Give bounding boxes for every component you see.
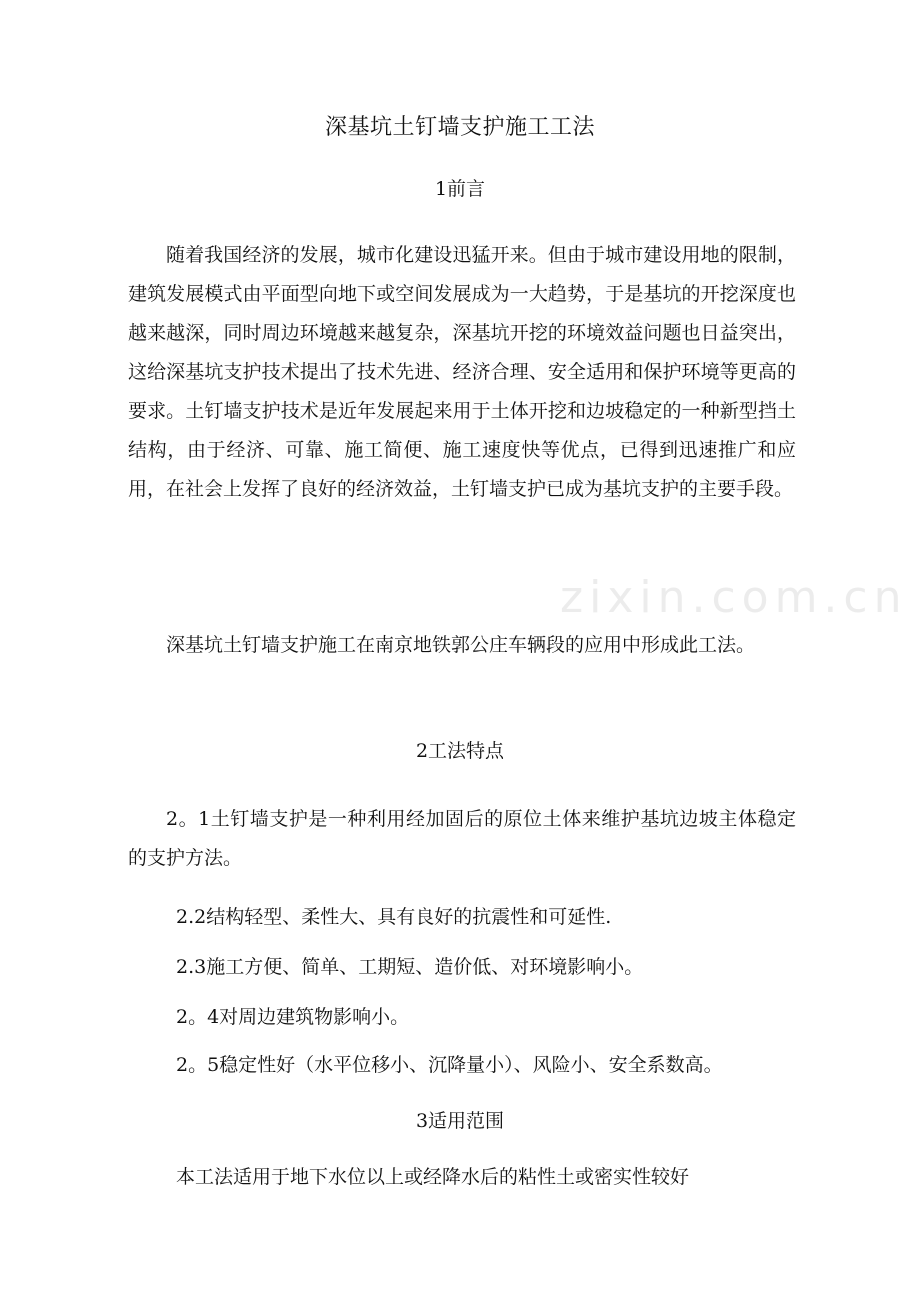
feature-item-2-3: 2.3施工方便、简单、工期短、造价低、对环境影响小。: [176, 956, 644, 978]
scope-paragraph-1: 本工法适用于地下水位以上或经降水后的粘性土或密实性较好: [176, 1166, 690, 1188]
section-heading-scope: 3适用范围: [415, 1110, 505, 1132]
preface-paragraph-2: 深基坑土钉墙支护施工在南京地铁郭公庄车辆段的应用中形成此工法。: [166, 634, 756, 656]
section-heading-features: 2工法特点: [415, 740, 505, 762]
section-heading-preface: 1前言: [434, 178, 486, 200]
document-title: 深基坑土钉墙支护施工工法: [324, 115, 595, 140]
watermark: zixin.com.cn: [560, 572, 908, 623]
feature-item-2-1: 2。1土钉墙支护是一种利用经加固后的原位土体来维护基坑边坡主体稳定的支护方法。: [128, 808, 796, 869]
preface-paragraph-1: 随着我国经济的发展，城市化建设迅猛开来。但由于城市建设用地的限制，建筑发展模式由平面型向地下或空间发展成为一大趋势，于是基坑的开挖深度也越来越深，同时周边环境越来越复杂，深基坑开挖的环境效益问题也日益突出，这给深基坑支护技术提出了技术先进、经济合理、安全适用和保护环境等更高的要求。土钉墙支护技术是近年发展起来用于土体开挖和边坡稳定的一种新型挡土结构，由于经济、可靠、施工简便、施工速度快等优点，已得到迅速推广和应用，在社会上发挥了良好的经济效益，土钉墙支护已成为基坑支护的主要手段。: [128, 244, 796, 500]
feature-item-2-2: 2.2结构轻型、柔性大、具有良好的抗震性和可延性.: [176, 906, 612, 928]
feature-item-2-4: 2。4对周边建筑物影响小。: [176, 1006, 410, 1028]
feature-item-2-5: 2。5稳定性好（水平位移小、沉降量小）、风险小、安全系数高。: [176, 1054, 723, 1076]
